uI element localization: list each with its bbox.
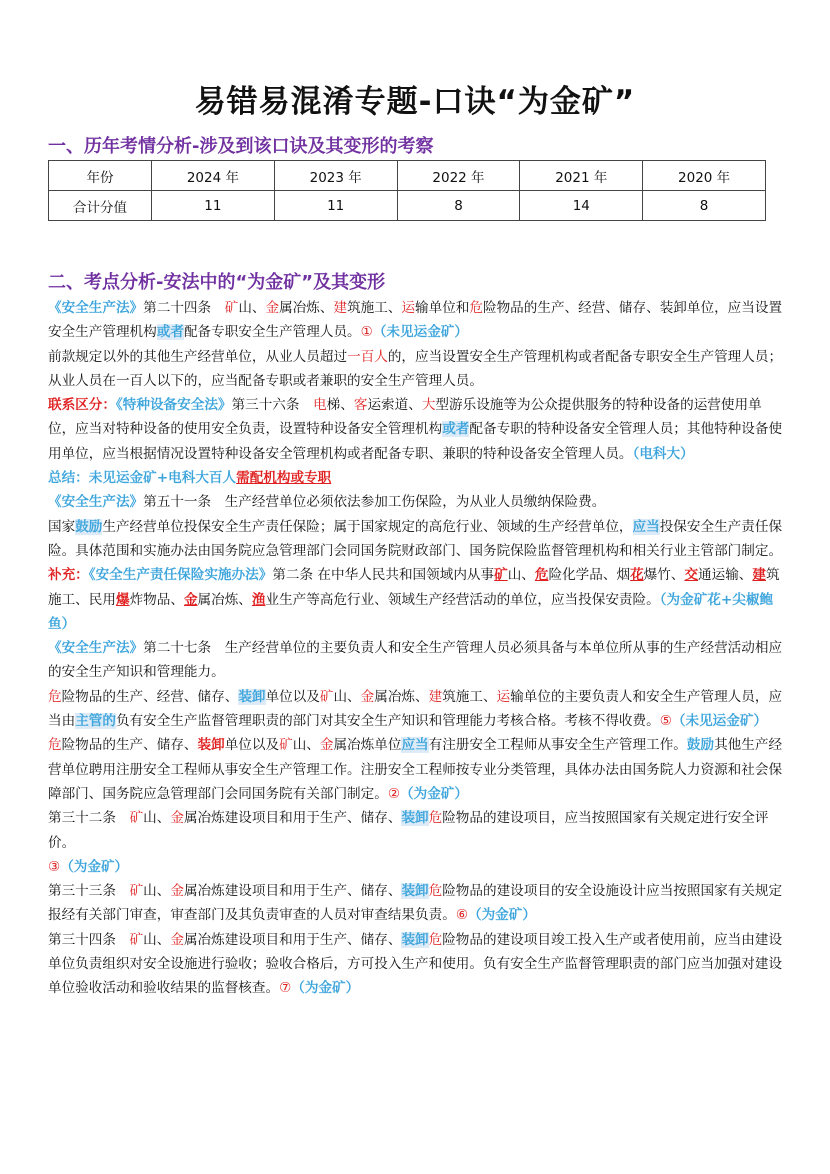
paragraph: 《安全生产法》第二十七条 生产经营单位的主要负责人和安全生产管理人员必须具备与本单位所从事的生产经营活动相应的安全生产知识和管理能力。 — [48, 640, 783, 681]
paragraph: 第三十二条 矿山、金属冶炼建设项目和用于生产、储存、装卸危险物品的建设项目，应当按照国家有关规定进行安全评价。 — [48, 810, 769, 851]
table-header-cell: 2023 年 — [274, 161, 397, 191]
table-cell: 11 — [152, 191, 275, 221]
table-header-cell: 2020 年 — [643, 161, 766, 191]
paragraph: 国家鼓励生产经营单位投保安全生产责任保险；属于国家规定的高危行业、领域的生产经营单位，应当投保安全生产责任保险。具体范围和实施办法由国务院应急管理部门会同国务院财政部门、国务院保险监督管理机构和相关行业主管部门制定。 — [48, 518, 783, 559]
paragraph: 《安全生产法》第五十一条 生产经营单位必须依法参加工伤保险，为从业人员缴纳保险费。 — [48, 494, 606, 511]
paragraph: 《安全生产法》第二十四条 矿山、金属冶炼、建筑施工、运输单位和危险物品的生产、经营、储存、装卸单位，应当设置安全生产管理机构或者配备专职安全生产管理人员。①（未见运金矿） — [48, 300, 783, 341]
table-header-cell: 2022 年 — [397, 161, 520, 191]
paragraph: 联系区分：《特种设备安全法》第三十六条 电梯、客运索道、大型游乐设施等为公众提供服务的特种设备的运营使用单位，应当对特种设备的使用安全负责，设置特种设备安全管理机构或者配备专职的特种设备安全管理人员；其他特种设备使用单位，应当根据情况设置特种设备安全管理机构或者配备专职、兼职的特种设备安全管理人员。（电科大） — [48, 397, 783, 462]
section-heading-analysis: 二、考点分析-安法中的“为金矿”及其变形 — [48, 272, 386, 293]
score-table — [48, 160, 766, 221]
table-cell: 11 — [274, 191, 397, 221]
table-header-cell: 2021 年 — [520, 161, 643, 191]
table-header-cell: 年份 — [49, 161, 152, 191]
section-heading-history: 一、历年考情分析-涉及到该口诀及其变形的考察 — [48, 136, 434, 157]
paragraph: 第三十三条 矿山、金属冶炼建设项目和用于生产、储存、装卸危险物品的建设项目的安全设施设计应当按照国家有关规定报经有关部门审查，审查部门及其负责审查的人员对审查结果负责。⑥（为金矿） — [48, 883, 783, 924]
paragraph: ③（为金矿） — [48, 858, 129, 875]
page-title: 易错易混淆专题-口诀“为金矿” — [194, 84, 636, 120]
table-header-cell: 2024 年 — [152, 161, 275, 191]
table-row — [49, 191, 766, 221]
paragraph: 补充：《安全生产责任保险实施办法》第二条 在中华人民共和国领域内从事矿山、危险化学品、烟花爆竹、交通运输、建筑施工、民用爆炸物品、金属冶炼、渔业生产等高危行业、领域生产经营活动的单位，应当投保安责险。（为金矿花+尖椒鲍鱼） — [48, 567, 780, 632]
paragraph: 总结：未见运金矿+电科大百人需配机构或专职 — [48, 470, 332, 487]
paragraph: 危险物品的生产、经营、储存、装卸单位以及矿山、金属冶炼、建筑施工、运输单位的主要负责人和安全生产管理人员，应当由主管的负有安全生产监督管理职责的部门对其安全生产知识和管理能力考核合格。考核不得收费。⑤（未见运金矿） — [48, 688, 783, 730]
table-cell: 合计分值 — [49, 191, 152, 221]
table-row — [49, 161, 766, 191]
document-body — [48, 296, 784, 1001]
table-cell: 8 — [397, 191, 520, 221]
paragraph: 前款规定以外的其他生产经营单位，从业人员超过一百人的，应当设置安全生产管理机构或者配备专职安全生产管理人员；从业人员在一百人以下的，应当配备专职或者兼职的安全生产管理人员。 — [48, 348, 783, 389]
paragraph: 危险物品的生产、储存、装卸单位以及矿山、金属冶炼单位应当有注册安全工程师从事安全生产管理工作。鼓励其他生产经营单位聘用注册安全工程师从事安全生产管理工作。注册安全工程师按专业分类管理，具体办法由国务院人力资源和社会保障部门、国务院应急管理部门会同国务院有关部门制定。②（为金矿） — [48, 737, 783, 802]
paragraph: 第三十四条 矿山、金属冶炼建设项目和用于生产、储存、装卸危险物品的建设项目竣工投入生产或者使用前，应当由建设单位负责组织对安全设施进行验收；验收合格后，方可投入生产和使用。负有安全生产监督管理职责的部门应当加强对建设单位验收活动和验收结果的监督核查。⑦（为金矿） — [48, 931, 783, 997]
table-cell: 14 — [520, 191, 643, 221]
table-cell: 8 — [643, 191, 766, 221]
